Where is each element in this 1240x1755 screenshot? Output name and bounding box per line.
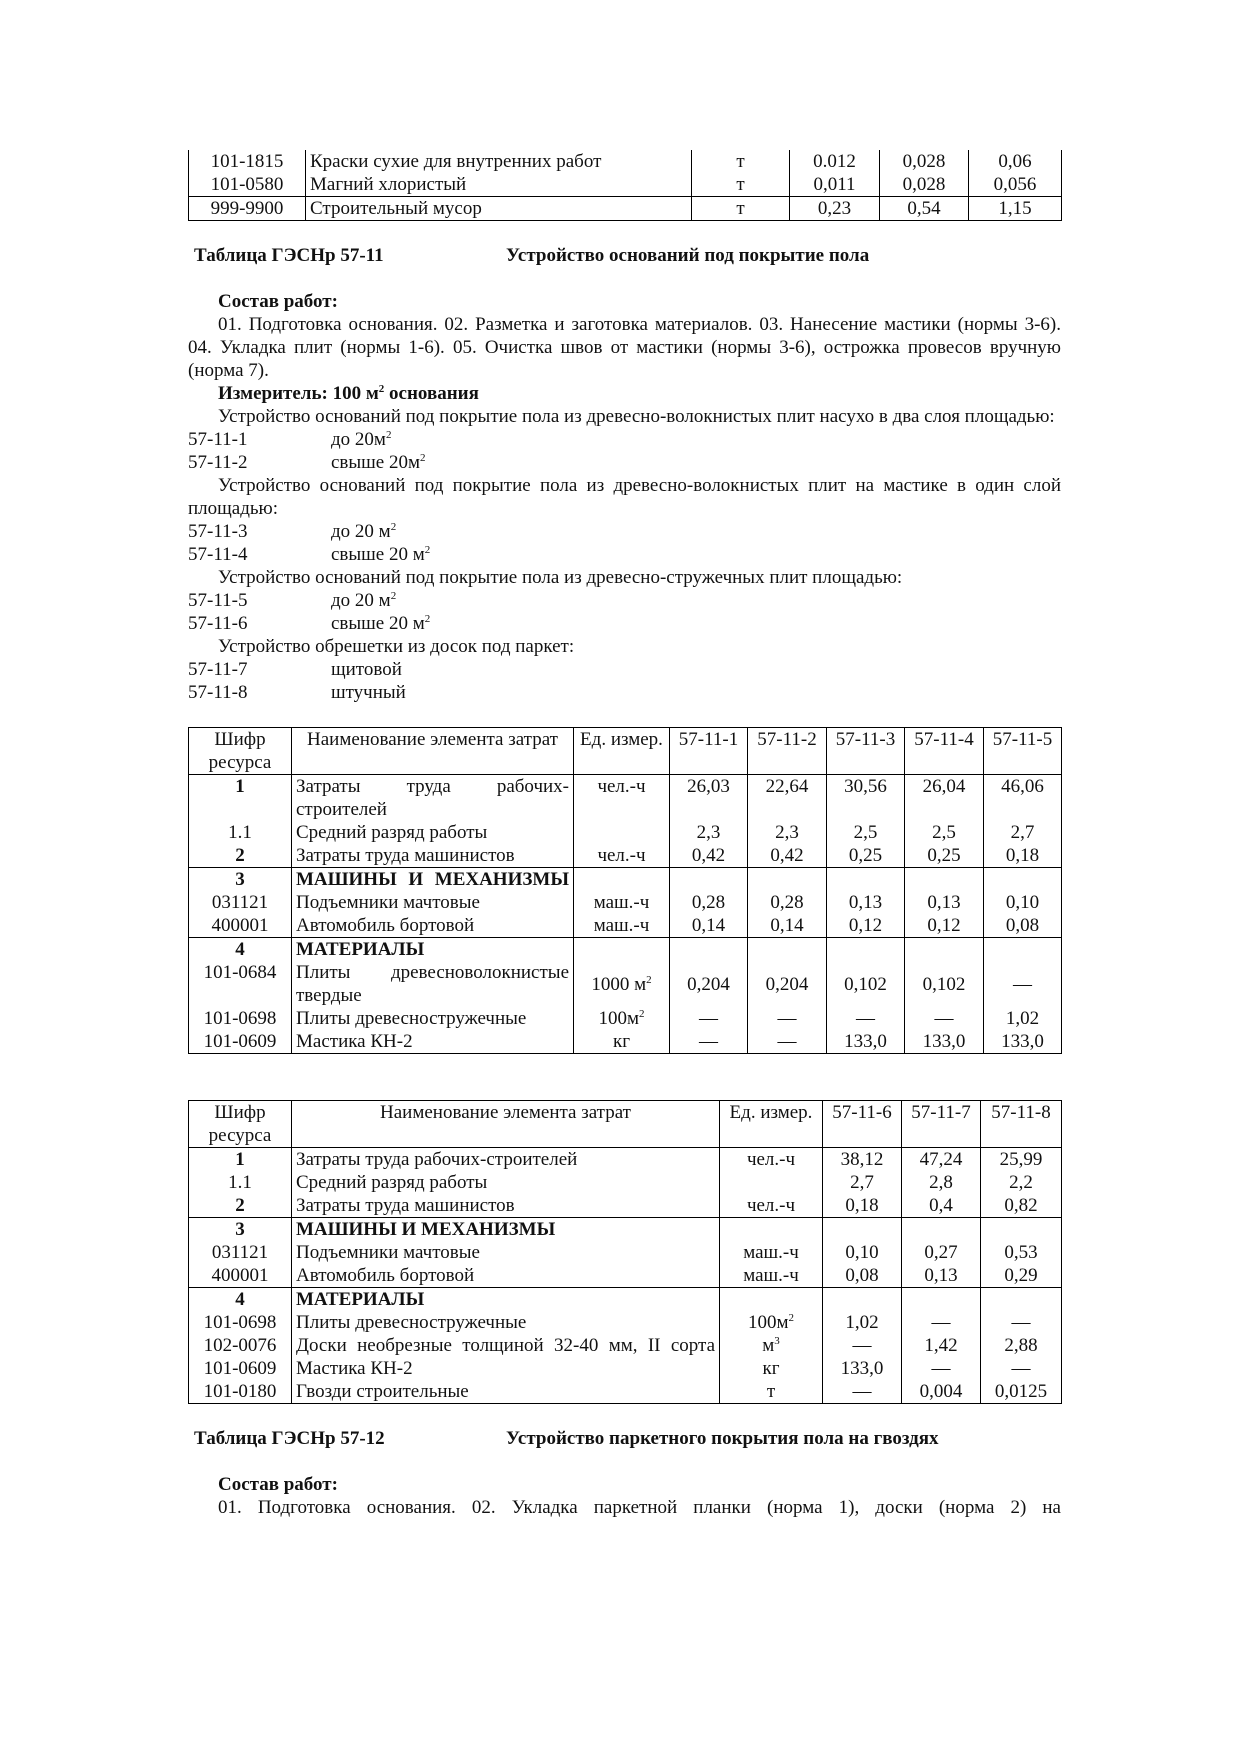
header-norm: 57-11-6 xyxy=(823,1101,902,1148)
resource-name: Строительный мусор xyxy=(306,197,692,221)
value: 0,011 xyxy=(790,173,880,197)
table-section-row: 4 МАТЕРИАЛЫ xyxy=(189,1288,1062,1312)
resource-code: 999-9900 xyxy=(189,197,306,221)
table-section-row: 4 МАТЕРИАЛЫ xyxy=(189,938,1062,962)
work-heading: Состав работ: xyxy=(218,291,338,312)
value: 0,54 xyxy=(880,197,969,221)
value: 0,23 xyxy=(790,197,880,221)
table-row: 031121 Подъемники мачтовые маш.-ч 0,28 0,28 0,13 0,13 0,10 xyxy=(189,891,1062,914)
header-norm: 57-11-7 xyxy=(902,1101,981,1148)
norm-line: 57-11-6 свыше 20 $м^2$ xyxy=(188,613,431,634)
resource-table-57-11-1-5 xyxy=(188,727,1062,1054)
value: 0,028 xyxy=(880,150,969,173)
table-caption-57-12 xyxy=(194,1427,1061,1450)
table-label: Таблица ГЭСНр 57-12 xyxy=(194,1428,385,1449)
table-row: 400001 Автомобиль бортовой маш.-ч 0,08 0,13 0,29 xyxy=(189,1264,1062,1288)
norm-line: 57-11-8 штучный xyxy=(188,682,406,703)
table-row: 1 Затраты труда рабочих-строителей чел.-ч 38,12 47,24 25,99 xyxy=(189,1148,1062,1172)
top-materials-table xyxy=(188,150,1062,221)
header-code: Шифр ресурса xyxy=(189,728,292,775)
table-row: 101-0180 Гвозди строительные т — 0,004 0,0125 xyxy=(189,1380,1062,1404)
header-norm: 57-11-4 xyxy=(905,728,984,775)
header-norm: 57-11-5 xyxy=(984,728,1062,775)
table-row: 1.1 Средний разряд работы 2,7 2,8 2,2 xyxy=(189,1171,1062,1194)
document-page xyxy=(188,150,1061,1519)
table-row xyxy=(189,173,1062,197)
header-norm: 57-11-1 xyxy=(670,728,748,775)
norm-group-1: Устройство оснований под покрытие пола из древесно-волокнистых плит насухо в два слоя площадью: xyxy=(218,406,1055,427)
value: 0.012 xyxy=(790,150,880,173)
header-norm: 57-11-3 xyxy=(827,728,905,775)
header-code: Шифр ресурса xyxy=(189,1101,292,1148)
value: 1,15 xyxy=(969,197,1062,221)
norm-group-2: Устройство оснований под покрытие пола из древесно-волокнистых плит на мастике в один слой площадью: xyxy=(188,475,1061,519)
table-row: 101-0684 Плиты древесноволокнистые твердые 1000 $м^2$ 0,204 0,204 0,102 0,102 — xyxy=(189,961,1062,1007)
table-row: 101-0698 Плиты древесностружечные $100м^2$ 1,02 — — xyxy=(189,1311,1062,1334)
work-text: 01. Подготовка основания. 02. Укладка паркетной планки (норма 1), доски (норма 2) на xyxy=(218,1497,1061,1518)
resource-code: 101-0580 xyxy=(189,173,306,197)
norm-line: 57-11-7 щитовой xyxy=(188,659,402,680)
header-norm: 57-11-8 xyxy=(981,1101,1062,1148)
resource-name: Краски сухие для внутренних работ xyxy=(306,150,692,173)
table-row: 400001 Автомобиль бортовой маш.-ч 0,14 0,14 0,12 0,12 0,08 xyxy=(189,914,1062,938)
header-name: Наименование элемента затрат xyxy=(292,728,574,775)
table-row: 101-0609 Мастика КН-2 кг — — 133,0 133,0 133,0 xyxy=(189,1030,1062,1054)
table-row: 1 Затраты труда рабочих-строителей чел.-ч 26,03 22,64 30,56 26,04 46,06 xyxy=(189,775,1062,822)
resource-code: 101-1815 xyxy=(189,150,306,173)
value: 0,028 xyxy=(880,173,969,197)
work-heading: Состав работ: xyxy=(218,1474,338,1495)
unit: т xyxy=(692,197,790,221)
unit: т xyxy=(692,173,790,197)
resource-name: Магний хлористый xyxy=(306,173,692,197)
norm-group-4: Устройство обрешетки из досок под паркет: xyxy=(218,636,575,657)
header-norm: 57-11-2 xyxy=(748,728,827,775)
table-row: 102-0076 Доски необрезные толщиной 32-40 мм, II сорта $м^3$ — 1,42 2,88 xyxy=(189,1334,1062,1357)
header-unit: Ед. измер. xyxy=(720,1101,823,1148)
table-label: Таблица ГЭСНр 57-11 xyxy=(194,245,384,266)
table-header-row xyxy=(189,1101,1062,1148)
header-name: Наименование элемента затрат xyxy=(292,1101,720,1148)
table-row xyxy=(189,197,1062,221)
measure-line: Измеритель: 100 $м^2$ основания xyxy=(218,383,479,404)
value: 0,06 xyxy=(969,150,1062,173)
table-section-row: 3 МАШИНЫ И МЕХАНИЗМЫ xyxy=(189,1218,1062,1242)
work-composition xyxy=(188,290,1061,704)
table-row: 2 Затраты труда машинистов чел.-ч 0,42 0,42 0,25 0,25 0,18 xyxy=(189,844,1062,868)
table-row: 2 Затраты труда машинистов чел.-ч 0,18 0,4 0,82 xyxy=(189,1194,1062,1218)
value: 0,056 xyxy=(969,173,1062,197)
table-header-row xyxy=(189,728,1062,775)
table-row: 031121 Подъемники мачтовые маш.-ч 0,10 0,27 0,53 xyxy=(189,1241,1062,1264)
norm-line: 57-11-2 свыше $20м^2$ xyxy=(188,452,426,473)
norm-line: 57-11-3 до 20 $м^2$ xyxy=(188,521,397,542)
table-row: 101-0698 Плиты древесностружечные $100м^2$ — — — — 1,02 xyxy=(189,1007,1062,1030)
norm-group-3: Устройство оснований под покрытие пола из древесно-стружечных плит площадью: xyxy=(218,567,903,588)
header-unit: Ед. измер. xyxy=(574,728,670,775)
norm-line: 57-11-4 свыше 20 $м^2$ xyxy=(188,544,431,565)
table-row xyxy=(189,150,1062,173)
table-title: Устройство оснований под покрытие пола xyxy=(506,245,870,266)
resource-table-57-11-6-8 xyxy=(188,1100,1062,1404)
table-row: 101-0609 Мастика КН-2 кг 133,0 — — xyxy=(189,1357,1062,1380)
work-text: 01. Подготовка основания. 02. Разметка и заготовка материалов. 03. Нанесение мастики (нормы 3-6). 04. Укладка плит (нормы 1-6). 05. Очистка швов от мастики (нормы 3-6), острожка провесов вручную (норма 7). xyxy=(188,314,1061,381)
norm-line: 57-11-1 до $20м^2$ xyxy=(188,429,392,450)
table-caption-57-11 xyxy=(194,244,1061,267)
table-section-row: 3 МАШИНЫ И МЕХАНИЗМЫ xyxy=(189,868,1062,892)
work-composition xyxy=(188,1473,1061,1519)
table-title: Устройство паркетного покрытия пола на гвоздях xyxy=(506,1428,939,1449)
unit: т xyxy=(692,150,790,173)
norm-line: 57-11-5 до 20 $м^2$ xyxy=(188,590,397,611)
table-row: 1.1 Средний разряд работы 2,3 2,3 2,5 2,5 2,7 xyxy=(189,821,1062,844)
